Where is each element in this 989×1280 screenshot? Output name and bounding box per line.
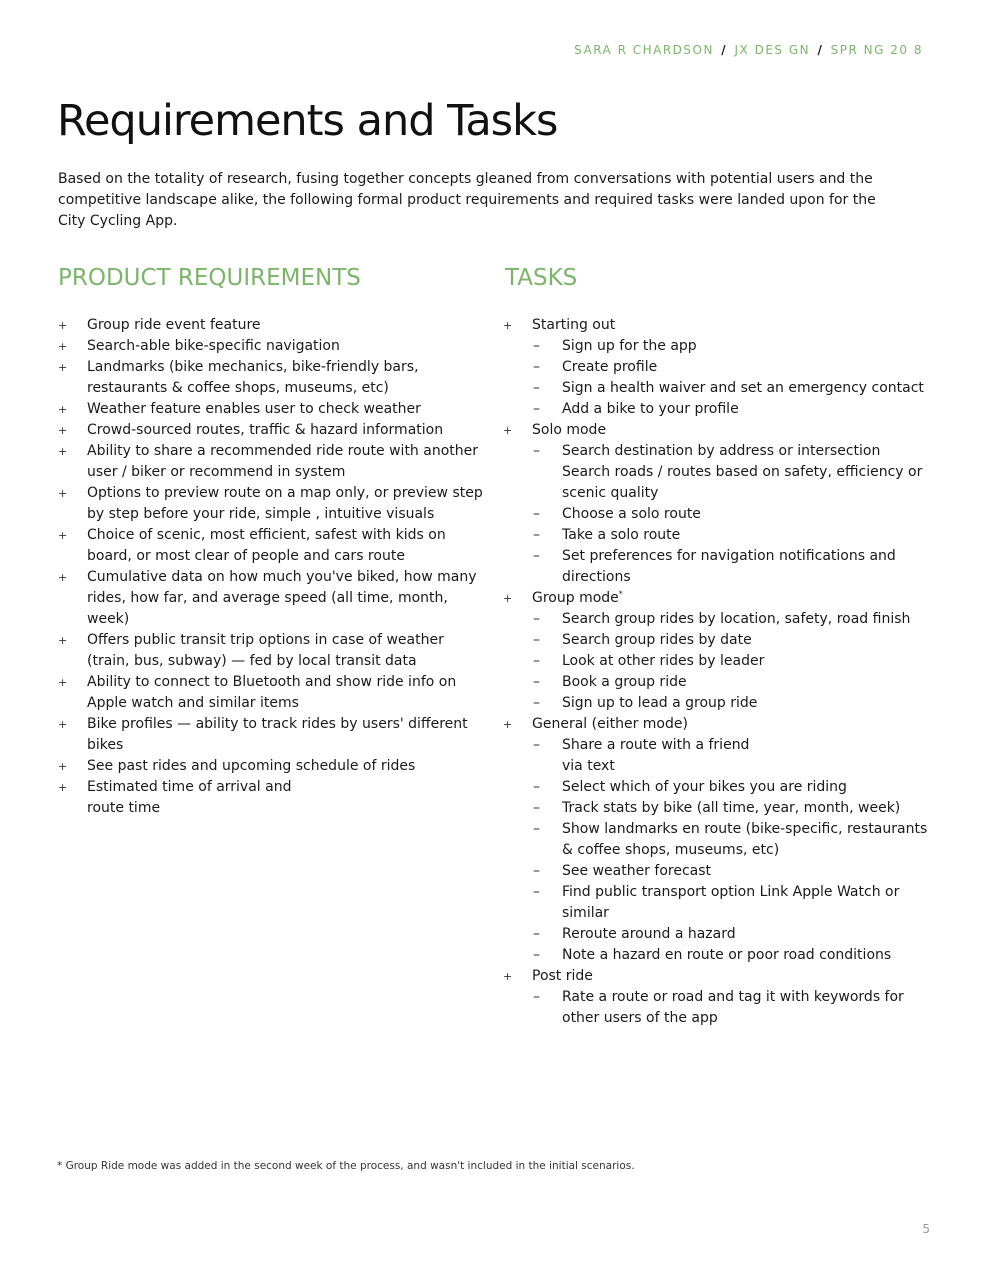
task-item: – Add a bike to your profile — [503, 399, 933, 420]
requirement-item: + Search-able bike-specific navigation — [58, 336, 483, 357]
task-group-label: + Starting out — [503, 315, 933, 336]
task-item: – Note a hazard en route or poor road conditions — [503, 945, 933, 966]
task-item: – Search group rides by location, safety, road finish — [503, 609, 933, 630]
task-group-label: + General (either mode) — [503, 714, 933, 735]
header-term: SPR NG 20 8 — [830, 43, 923, 57]
task-item: – Show landmarks en route (bike-specific, restaurants & coffee shops, museums, etc) — [503, 819, 933, 861]
task-group-label-group-mode — [503, 588, 933, 609]
task-group-label: + Solo mode — [503, 420, 933, 441]
task-item: – Look at other rides by leader — [503, 651, 933, 672]
task-item: – Take a solo route — [503, 525, 933, 546]
header-course: JX DES GN — [734, 43, 811, 57]
task-item: – Sign up to lead a group ride — [503, 693, 933, 714]
task-item: – Find public transport option Link Apple Watch or similar — [503, 882, 933, 924]
requirement-item: + Ability to share a recommended ride route with another user / biker or recommend in system — [58, 441, 483, 483]
task-item: – Rate a route or road and tag it with keywords for other users of the app — [503, 987, 933, 1029]
requirement-item: + Landmarks (bike mechanics, bike-friendly bars, restaurants & coffee shops, museums, etc) — [58, 357, 483, 399]
header-separator: / — [817, 43, 824, 57]
tasks-heading: TASKS — [505, 265, 578, 291]
requirement-item: + Offers public transit trip options in case of weather (train, bus, subway) — fed by local transit data — [58, 630, 483, 672]
task-item: – Share a route with a friend via text — [503, 735, 752, 777]
task-item: – Track stats by bike (all time, year, month, week) — [503, 798, 933, 819]
header-author: SARA R CHARDSON — [574, 43, 714, 57]
requirement-item: + Bike profiles — ability to track rides by users' different bikes — [58, 714, 483, 756]
task-item: – Create profile — [503, 357, 933, 378]
requirement-item: + Ability to connect to Bluetooth and show ride info on Apple watch and similar items — [58, 672, 483, 714]
requirements-heading: PRODUCT REQUIREMENTS — [58, 265, 361, 291]
page-title: Requirements and Tasks — [57, 96, 558, 146]
requirement-item: + Choice of scenic, most efficient, safest with kids on board, or most clear of people and cars route — [58, 525, 483, 567]
intro-paragraph: Based on the totality of research, fusing together concepts gleaned from conversations with potential users and the competitive landscape alike, the following formal product requirements and required tasks were landed upon for the City Cycling App. — [58, 171, 876, 229]
task-item: – Select which of your bikes you are riding — [503, 777, 933, 798]
task-group-label: Group mode — [532, 590, 619, 606]
task-item: – Choose a solo route — [503, 504, 933, 525]
requirement-item: + Weather feature enables user to check weather — [58, 399, 483, 420]
requirement-item: + Crowd-sourced routes, traffic & hazard information — [58, 420, 483, 441]
requirement-item: + Options to preview route on a map only, or preview step by step before your ride, simple , intuitive visuals — [58, 483, 483, 525]
task-item: – Search group rides by date — [503, 630, 933, 651]
requirement-item: + Estimated time of arrival and route time — [58, 777, 297, 819]
task-item: – Book a group ride — [503, 672, 933, 693]
task-item: – Reroute around a hazard — [503, 924, 933, 945]
footnote: * Group Ride mode was added in the second week of the process, and wasn't included in the initial scenarios. — [57, 1160, 635, 1172]
requirement-item: + Cumulative data on how much you've biked, how many rides, how far, and average speed (all time, month, week) — [58, 567, 483, 630]
running-header — [574, 43, 923, 57]
task-item: – Search destination by address or intersection — [503, 441, 933, 462]
tasks-list — [503, 315, 933, 1029]
task-item: – Sign a health waiver and set an emergency contact — [503, 378, 933, 399]
task-item: – Set preferences for navigation notifications and directions — [503, 546, 933, 588]
task-group-label: + Post ride — [503, 966, 933, 987]
requirements-list — [58, 315, 483, 819]
task-item-continuation: Search roads / routes based on safety, efficiency or scenic quality — [562, 464, 923, 501]
task-item: – Sign up for the app — [503, 336, 933, 357]
task-item: – See weather forecast — [503, 861, 933, 882]
footnote-marker: * — [618, 589, 623, 599]
page-number: 5 — [922, 1222, 930, 1236]
header-separator: / — [721, 43, 728, 57]
requirement-item: + Group ride event feature — [58, 315, 483, 336]
requirement-item: + See past rides and upcoming schedule of rides — [58, 756, 483, 777]
